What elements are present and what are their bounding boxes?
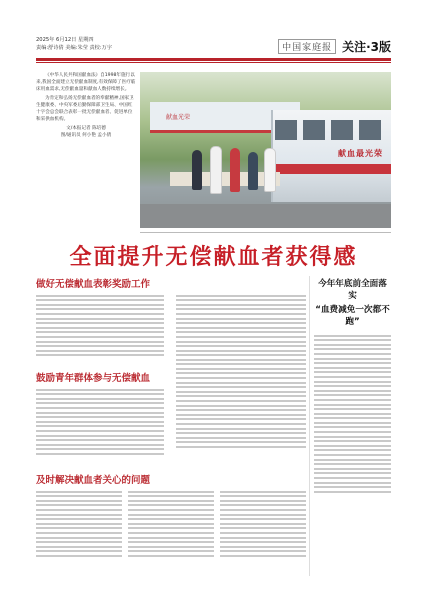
text-column [36, 292, 164, 366]
section-title: 关注·3版 [342, 40, 391, 54]
text-column [176, 292, 306, 366]
person [248, 152, 258, 190]
tent-sign: 献血光荣 [166, 114, 191, 121]
intro-paragraph: 《中华人民共和国献血法》自1998年施行以来,我国全面建立无偿献血制度,有效保障了医疗临床用血需求,无偿献血量和献血人数持续增长。 [36, 73, 136, 92]
editors-credit: 责编:舒诗倩 美编:朱莹 责校:万宇 [36, 45, 112, 51]
newspaper-logo: 中国家庭报 [278, 39, 336, 54]
text-column [36, 488, 122, 574]
sidebar-text [314, 332, 391, 592]
column-divider [309, 276, 310, 576]
masthead-rule [36, 58, 391, 61]
bus-stripe [273, 164, 391, 174]
news-photo [140, 72, 391, 228]
bus-sign: 献血最光荣 [338, 148, 383, 158]
photo-divider [140, 232, 391, 233]
ground [140, 204, 391, 228]
person [210, 146, 222, 194]
byline-writer: 文/本报记者 陈培德 [66, 126, 106, 131]
section-heading: 做好无偿献血表彰奖励工作 [36, 279, 151, 290]
intro-paragraph: 为肯定和弘扬无偿献血者的奉献精神,国家卫生健康委、中央军委后勤保障部卫生局、中国红十字会总会联合表彰一批无偿献血者、促进单位和采供血机构。 [36, 96, 134, 122]
section-heading: 及时解决献血者关心的问题 [36, 475, 151, 486]
issue-date: 2025年 6月12日 星期四 [36, 37, 94, 43]
text-column [36, 386, 164, 468]
intro-block [36, 72, 136, 230]
masthead-rule-thin [36, 62, 391, 63]
person [264, 148, 276, 192]
article-body [36, 276, 306, 576]
text-column [176, 356, 306, 468]
sidebar-headline-1: 今年年底前全面落实 [318, 279, 387, 301]
person [230, 148, 240, 192]
byline-photo: 图/通讯员 何小艳 孟小倩 [60, 133, 112, 138]
person [192, 150, 202, 190]
masthead-info [36, 36, 112, 52]
masthead-brand [278, 38, 391, 55]
text-column [128, 488, 214, 574]
bus-window [303, 120, 325, 140]
bus-window [275, 120, 297, 140]
section-heading: 鼓励青年群体参与无偿献血 [36, 373, 151, 384]
sidebar-headline-2: “血费减免一次都不跑” [315, 305, 390, 327]
sidebar-article [314, 276, 391, 592]
bus-window [359, 120, 381, 140]
bus-window [331, 120, 353, 140]
main-headline: 全面提升无偿献血者获得感 [69, 245, 358, 270]
text-column [220, 488, 306, 574]
